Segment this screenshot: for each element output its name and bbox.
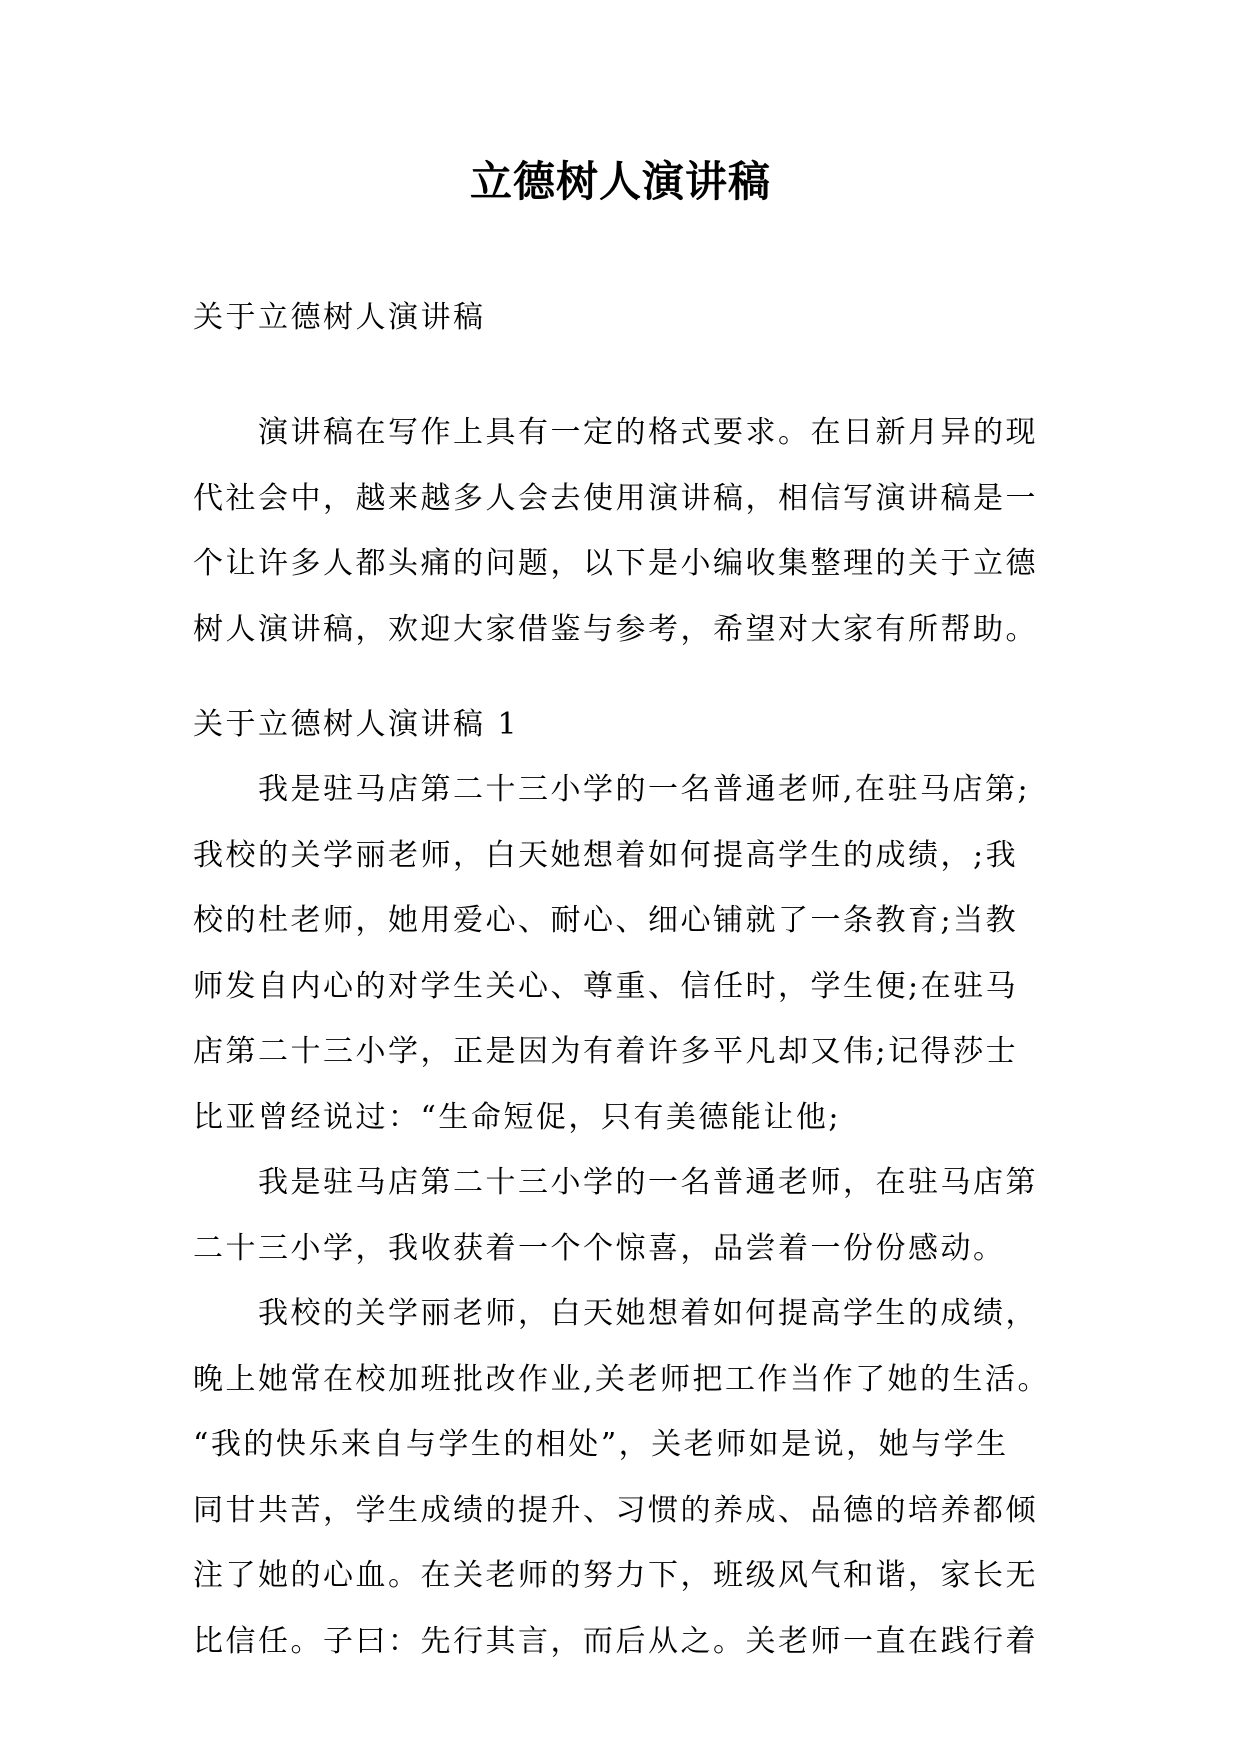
- body-line: 注了她的心血。在关老师的努力下，班级风气和谐，家长无: [193, 1558, 1038, 1593]
- section-body: [193, 757, 1053, 1674]
- document-subtitle: 关于立德树人演讲稿: [193, 300, 486, 335]
- body-line: 我校的关学丽老师，白天她想着如何提高学生的成绩，;我: [193, 837, 1019, 873]
- intro-paragraph: [193, 400, 1053, 662]
- body-line: 店第二十三小学，正是因为有着许多平凡却又伟;记得莎士: [193, 1034, 1019, 1069]
- body-line: 师发自内心的对学生关心、尊重、信任时，学生便;在驻马: [193, 968, 1019, 1004]
- body-line: 同甘共苦，学生成绩的提升、习惯的养成、品德的培养都倾: [193, 1492, 1038, 1528]
- intro-line: 演讲稿在写作上具有一定的格式要求。在日新月异的现: [193, 415, 1038, 450]
- body-line: 比信任。子曰：先行其言，而后从之。关老师一直在践行着: [193, 1623, 1038, 1659]
- section-title: 关于立德树人演讲稿 1: [193, 707, 520, 742]
- body-line: 校的杜老师，她用爱心、耐心、细心铺就了一条教育;当教: [193, 903, 1019, 938]
- intro-line: 树人演讲稿，欢迎大家借鉴与参考，希望对大家有所帮助。: [193, 611, 1038, 647]
- document-title: 立德树人演讲稿: [469, 157, 771, 206]
- body-line: 我是驻马店第二十三小学的一名普通老师，在驻马店第: [193, 1165, 1038, 1200]
- body-line: 晚上她常在校加班批改作业,关老师把工作当作了她的生活。: [193, 1361, 1051, 1397]
- intro-line: 代社会中，越来越多人会去使用演讲稿，相信写演讲稿是一: [193, 480, 1038, 516]
- body-line: 我是驻马店第二十三小学的一名普通老师,在驻马店第;: [193, 772, 1031, 807]
- body-line: 我校的关学丽老师，白天她想着如何提高学生的成绩，: [193, 1296, 1038, 1331]
- body-line: 比亚曾经说过：“生命短促，只有美德能让他;: [193, 1099, 841, 1135]
- body-line: “我的快乐来自与学生的相处”，关老师如是说，她与学生: [193, 1427, 1009, 1462]
- intro-line: 个让许多人都头痛的问题，以下是小编收集整理的关于立德: [193, 546, 1038, 581]
- body-line: 二十三小学，我收获着一个个惊喜，品尝着一份份感动。: [193, 1230, 1006, 1266]
